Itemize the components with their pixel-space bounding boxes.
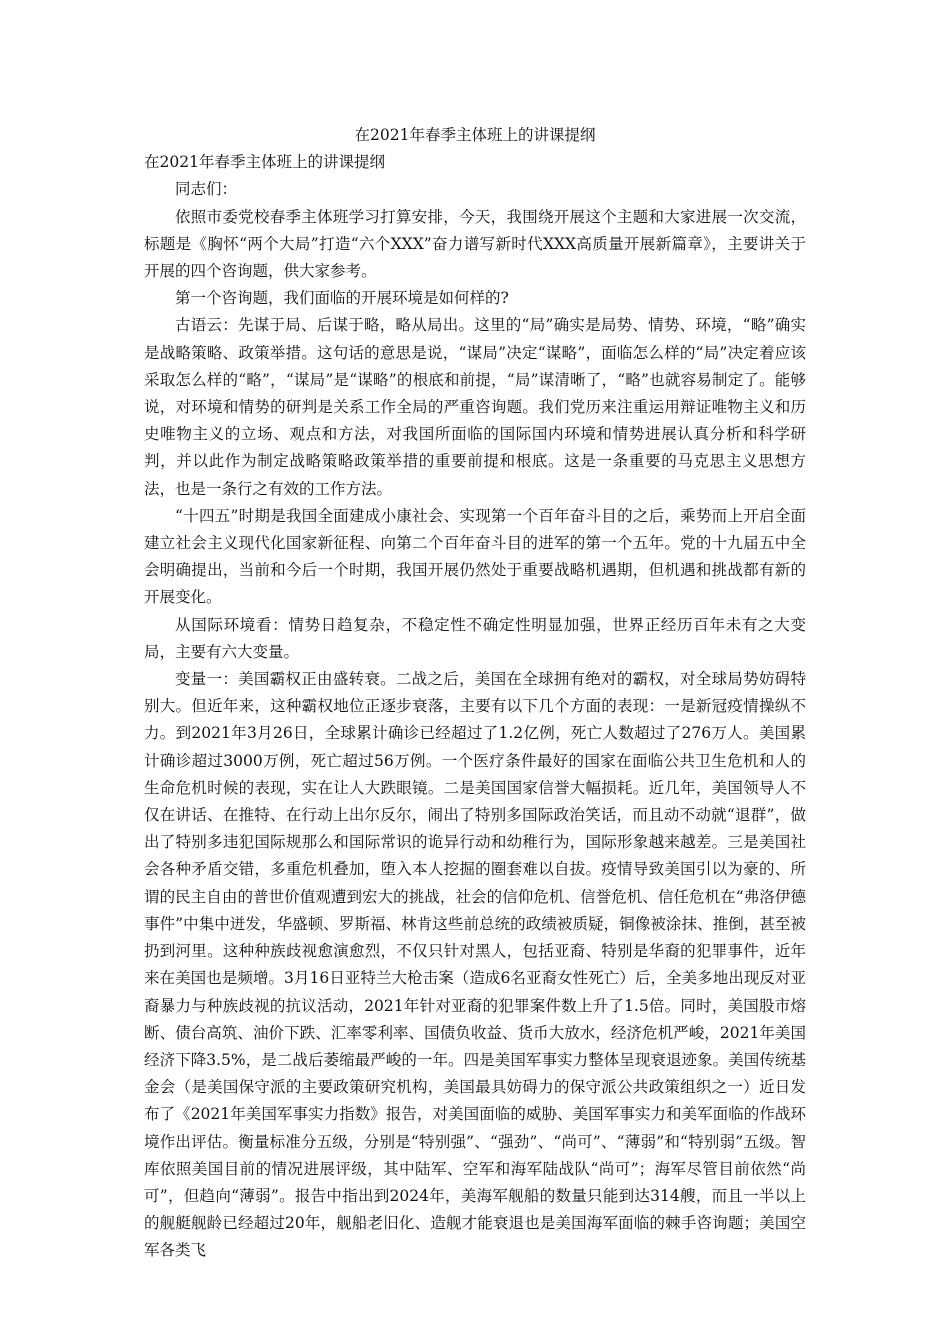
intro-paragraph: 依照市委党校春季主体班学习打算安排，今天，我围绕开展这个主题和大家进展一次交流，标题是《胸怀“两个大局”打造“六个XXX”奋力谱写新时代XXX高质量开展新篇章》，主要讲关于开展的四个咨询题，供大家参考。	[144, 207, 806, 281]
variable-one-paragraph: 变量一：美国霸权正由盛转衰。二战之后，美国在全球拥有绝对的霸权，对全球局势妨碍特别大。但近年来，这种霸权地位正逐步衰落，主要有以下几个方面的表现：一是新冠疫情操纵不力。到2021年3月26日，全球累计确诊已经超过了1.2亿例，死亡人数超过了276万人。美国累计确诊超过3000万例，死亡超过56万例。一个医疗条件最好的国家在面临公共卫生危机和人的生命危机时候的表现，实在让人大跌眼镜。二是美国国家信誉大幅损耗。近几年，美国领导人不仅在讲话、在推特、在行动上出尔反尔，闹出了特别多国际政治笑话，而且动不动就“退群”，做出了特别多违犯国际规那么和国际常识的诡异行动和幼稚行为，国际形象越来越差。三是美国社会各种矛盾交错，多重危机叠加，堕入本人挖掘的圈套难以自拔。疫情导致美国引以为豪的、所谓的民主自由的普世价值观遭到宏大的挑战，社会的信仰危机、信誉危机、信任危机在“弗洛伊德事件”中集中迸发，华盛顿、罗斯福、林肯这些前总统的政绩被质疑，铜像被涂抹、推倒，甚至被扔到河里。这种种族歧视愈演愈烈，不仅只针对黑人，包括亚裔、特别是华裔的犯罪事件，近年来在美国也是频增。3月16日亚特兰大枪击案（造成6名亚裔女性死亡）后，全美多地出现反对亚裔暴力与种族歧视的抗议活动，2021年针对亚裔的犯罪案件数上升了1.5倍。同时，美国股市熔断、债台高筑、油价下跌、汇率零利率、国债负收益、货币大放水，经济危机严峻，2021年美国经济下降3.5%，是二战后萎缩最严峻的一年。四是美国军事实力整体呈现衰退迹象。美国传统基金会（是美国保守派的主要政策研究机构，美国最具妨碍力的保守派公共政策组织之一）近日发布了《2021年美国军事实力指数》报告，对美国面临的威胁、美国军事实力和美军面临的作战环境作出评估。衡量标准分五级，分别是“特别强”、“强劲”、“尚可”、“薄弱”和“特别弱”五级。智库依照美国目前的情况进展评级，其中陆军、空军和海军陆战队“尚可”；海军尽管目前依然“尚可”，但趋向“薄弱”。报告中指出到2024年，美海军舰船的数量只能到达314艘，而且一半以上的舰艇舰龄已经超过20年，舰船老旧化、造舰才能衰退也是美国海军面临的棘手咨询题；美国空军各类飞	[144, 670, 806, 1260]
ancient-saying-paragraph: 古语云：先谋于局、后谋于略，略从局出。这里的“局”确实是局势、情势、环境，“略”确实是战略策略、政策举措。这句话的意思是说，“谋局”决定“谋略”，面临怎么样的“局”决定着应该采取怎么样的“略”，“谋局”是“谋略”的根底和前提，“局”谋清晰了，“略”也就容易制定了。能够说，对环境和情势的研判是关系工作全局的严重咨询题。我们党历来注重运用辩证唯物主义和历史唯物主义的立场、观点和方法，对我国所面临的国际国内环境和情势进展认真分析和科学研判，并以此作为制定战略策略政策举措的重要前提和根底。这是一条重要的马克思主义思想方法，也是一条行之有效的工作方法。	[144, 316, 806, 498]
document-title: 在2021年春季主体班上的讲课提纲	[354, 126, 596, 144]
document-subtitle: 在2021年春季主体班上的讲课提纲	[144, 153, 385, 172]
document-body	[144, 122, 806, 1265]
international-environment-paragraph: 从国际环境看：情势日趋复杂，不稳定性不确定性明显加强，世界正经历百年未有之大变局，主要有六大变量。	[144, 615, 806, 661]
salutation-paragraph: 同志们：	[175, 180, 238, 199]
first-question-heading: 第一个咨询题，我们面临的开展环境是如何样的?	[175, 289, 509, 308]
five-year-plan-paragraph: “十四五”时期是我国全面建成小康社会、实现第一个百年奋斗目的之后，乘势而上开启全面建立社会主义现代化国家新征程、向第二个百年奋斗目的进军的第一个五年。党的十九届五中全会明确提出，当前和今后一个时期，我国开展仍然处于重要战略机遇期，但机遇和挑战都有新的开展变化。	[144, 506, 806, 607]
